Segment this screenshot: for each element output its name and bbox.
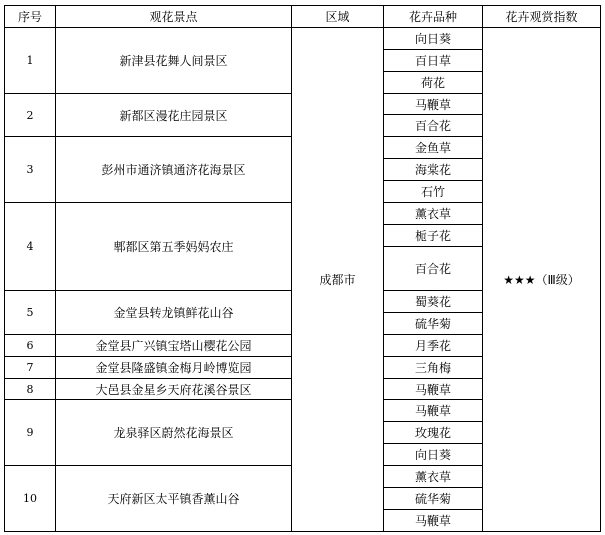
flower-variety: 蜀葵花 bbox=[384, 291, 483, 313]
flower-variety: 海棠花 bbox=[384, 159, 483, 181]
spot-name: 天府新区太平镇香薰山谷 bbox=[56, 466, 292, 532]
row-number: 3 bbox=[5, 137, 56, 203]
spot-name: 金堂县广兴镇宝塔山樱花公园 bbox=[56, 335, 292, 357]
row-number: 8 bbox=[5, 379, 56, 400]
flower-variety: 向日葵 bbox=[384, 28, 483, 50]
spot-name: 大邑县金星乡天府花溪谷景区 bbox=[56, 379, 292, 400]
row-number: 6 bbox=[5, 335, 56, 357]
flower-variety: 三角梅 bbox=[384, 357, 483, 379]
rating-cell: ★★★（Ⅲ级） bbox=[483, 28, 601, 532]
flower-variety: 荷花 bbox=[384, 72, 483, 94]
table-row bbox=[5, 28, 601, 50]
flower-variety: 玫瑰花 bbox=[384, 422, 483, 444]
spot-name: 彭州市通济镇通济花海景区 bbox=[56, 137, 292, 203]
flower-variety: 马鞭草 bbox=[384, 400, 483, 422]
flower-variety: 石竹 bbox=[384, 181, 483, 203]
row-number: 9 bbox=[5, 400, 56, 466]
flower-variety: 马鞭草 bbox=[384, 94, 483, 115]
flower-variety: 薰衣草 bbox=[384, 466, 483, 488]
flower-variety: 月季花 bbox=[384, 335, 483, 357]
flower-variety: 马鞭草 bbox=[384, 379, 483, 400]
row-number: 5 bbox=[5, 291, 56, 335]
row-number: 10 bbox=[5, 466, 56, 532]
flower-variety: 向日葵 bbox=[384, 444, 483, 466]
header-spot: 观花景点 bbox=[56, 6, 292, 28]
table-body bbox=[5, 28, 601, 532]
spot-name: 龙泉驿区蔚然花海景区 bbox=[56, 400, 292, 466]
flower-variety: 百日草 bbox=[384, 50, 483, 72]
header-no: 序号 bbox=[5, 6, 56, 28]
row-number: 7 bbox=[5, 357, 56, 379]
flower-spots-table bbox=[4, 5, 601, 532]
header-region: 区域 bbox=[292, 6, 384, 28]
spot-name: 金堂县隆盛镇金梅月岭博览园 bbox=[56, 357, 292, 379]
spot-name: 金堂县转龙镇鲜花山谷 bbox=[56, 291, 292, 335]
row-number: 4 bbox=[5, 203, 56, 291]
spot-name: 郫都区第五季妈妈农庄 bbox=[56, 203, 292, 291]
flower-variety: 栀子花 bbox=[384, 225, 483, 247]
flower-variety: 硫华菊 bbox=[384, 488, 483, 510]
flower-variety: 马鞭草 bbox=[384, 510, 483, 532]
spot-name: 新津县花舞人间景区 bbox=[56, 28, 292, 94]
header-row bbox=[5, 6, 601, 28]
row-number: 1 bbox=[5, 28, 56, 94]
header-rating: 花卉观赏指数 bbox=[483, 6, 601, 28]
flower-variety: 薰衣草 bbox=[384, 203, 483, 225]
flower-variety: 百合花 bbox=[384, 247, 483, 291]
flower-variety: 硫华菊 bbox=[384, 313, 483, 335]
region-cell: 成都市 bbox=[292, 28, 384, 532]
flower-variety: 金鱼草 bbox=[384, 137, 483, 159]
spot-name: 新都区漫花庄园景区 bbox=[56, 94, 292, 137]
row-number: 2 bbox=[5, 94, 56, 137]
flower-variety: 百合花 bbox=[384, 115, 483, 137]
header-flowers: 花卉品种 bbox=[384, 6, 483, 28]
